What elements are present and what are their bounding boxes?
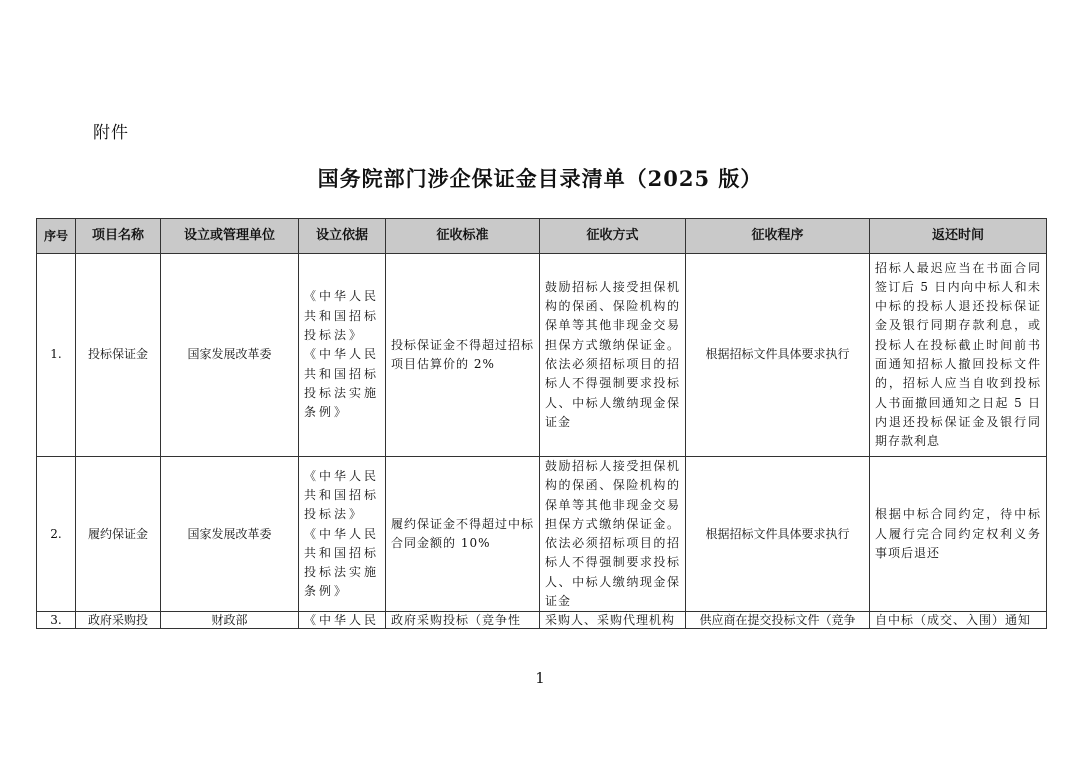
row-standard: 履约保证金不得超过中标合同金额的 10% <box>386 457 540 612</box>
row-method: 采购人、采购代理机构 <box>540 612 686 629</box>
page-number: 1 <box>535 669 545 687</box>
row-method: 鼓励招标人接受担保机构的保函、保险机构的保单等其他非现金交易担保方式缴纳保证金。依法必须招标项目的招标人不得强制要求投标人、中标人缴纳现金保证金 <box>540 457 686 612</box>
table-row <box>37 254 1047 457</box>
row-unit: 国家发展改革委 <box>161 457 299 612</box>
header-name: 项目名称 <box>76 219 161 254</box>
attachment-label: 附件 <box>93 123 129 143</box>
document-title: 国务院部门涉企保证金目录清单（2025 版） <box>317 166 763 191</box>
row-refund: 招标人最迟应当在书面合同签订后 5 日内向中标人和未中标的投标人退还投标保证金及银行同期存款利息，或投标人在投标截止时间前书面通知招标人撤回投标文件的，招标人应当自收到投标人书面撤回通知之日起 5 日内退还投标保证金及银行同期存款利息 <box>870 254 1047 457</box>
row-standard: 政府采购投标（竞争性 <box>386 612 540 629</box>
header-standard: 征收标准 <box>386 219 540 254</box>
row-basis: 《中华人民共和国招标投标法》《中华人民共和国招标投标法实施条例》 <box>299 457 386 612</box>
row-name: 履约保证金 <box>76 457 161 612</box>
row-no: 2. <box>37 457 76 612</box>
row-basis: 《中华人民 <box>299 612 386 629</box>
table-header-row <box>37 219 1047 254</box>
row-no: 1. <box>37 254 76 457</box>
row-method: 鼓励招标人接受担保机构的保函、保险机构的保单等其他非现金交易担保方式缴纳保证金。依法必须招标项目的招标人不得强制要求投标人、中标人缴纳现金保证金 <box>540 254 686 457</box>
row-refund: 根据中标合同约定，待中标人履行完合同约定权利义务事项后退还 <box>870 457 1047 612</box>
header-basis: 设立依据 <box>299 219 386 254</box>
header-method: 征收方式 <box>540 219 686 254</box>
row-name: 政府采购投 <box>76 612 161 629</box>
table-row <box>37 457 1047 612</box>
row-unit: 财政部 <box>161 612 299 629</box>
row-basis: 《中华人民共和国招标投标法》《中华人民共和国招标投标法实施条例》 <box>299 254 386 457</box>
row-refund: 自中标（成交、入围）通知 <box>870 612 1047 629</box>
row-unit: 国家发展改革委 <box>161 254 299 457</box>
deposit-catalog-table <box>36 218 1047 629</box>
row-no: 3. <box>37 612 76 629</box>
header-seq: 序号 <box>37 219 76 254</box>
row-standard: 投标保证金不得超过招标项目估算价的 2% <box>386 254 540 457</box>
row-procedure: 根据招标文件具体要求执行 <box>686 254 870 457</box>
header-procedure: 征收程序 <box>686 219 870 254</box>
row-procedure: 供应商在提交投标文件（竞争 <box>686 612 870 629</box>
header-unit: 设立或管理单位 <box>161 219 299 254</box>
header-refund: 返还时间 <box>870 219 1047 254</box>
row-name: 投标保证金 <box>76 254 161 457</box>
table-row <box>37 612 1047 629</box>
row-procedure: 根据招标文件具体要求执行 <box>686 457 870 612</box>
